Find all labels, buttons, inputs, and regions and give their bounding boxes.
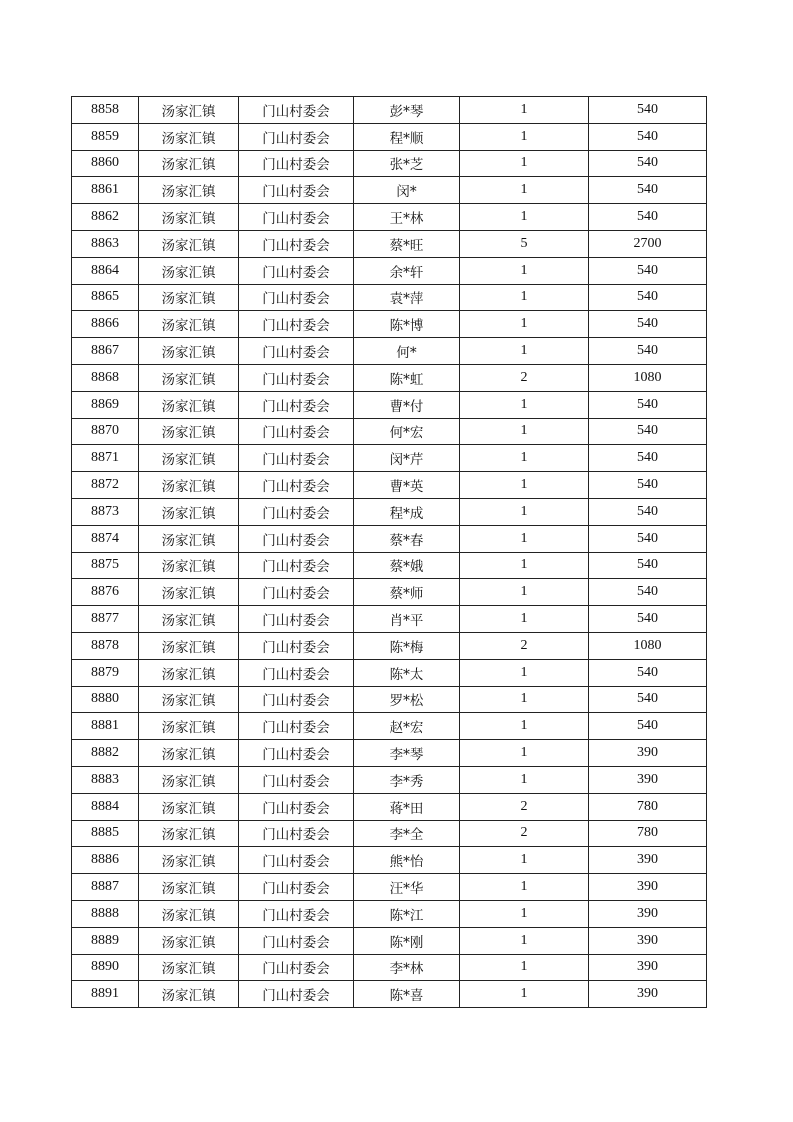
amount-cell: 390 — [589, 740, 707, 767]
row-number-cell: 8861 — [72, 177, 139, 204]
roster-body — [72, 97, 707, 1008]
person-name-cell: 赵*宏 — [354, 713, 460, 740]
row-number-cell: 8871 — [72, 445, 139, 472]
row-number-cell: 8875 — [72, 552, 139, 579]
household-count-cell: 2 — [460, 820, 589, 847]
household-count-cell: 2 — [460, 793, 589, 820]
household-count-cell: 1 — [460, 445, 589, 472]
amount-cell: 540 — [589, 606, 707, 633]
town-cell: 汤家汇镇 — [139, 311, 239, 338]
amount-cell: 1080 — [589, 632, 707, 659]
table-row — [72, 150, 707, 177]
amount-cell: 540 — [589, 391, 707, 418]
amount-cell: 540 — [589, 686, 707, 713]
table-row — [72, 445, 707, 472]
person-name-cell: 陈*江 — [354, 900, 460, 927]
town-cell: 汤家汇镇 — [139, 123, 239, 150]
village-committee-cell: 门山村委会 — [239, 391, 354, 418]
household-count-cell: 1 — [460, 97, 589, 124]
household-count-cell: 5 — [460, 230, 589, 257]
row-number-cell: 8873 — [72, 498, 139, 525]
row-number-cell: 8877 — [72, 606, 139, 633]
village-committee-cell: 门山村委会 — [239, 498, 354, 525]
town-cell: 汤家汇镇 — [139, 284, 239, 311]
row-number-cell: 8858 — [72, 97, 139, 124]
amount-cell: 540 — [589, 418, 707, 445]
town-cell: 汤家汇镇 — [139, 391, 239, 418]
amount-cell: 540 — [589, 472, 707, 499]
village-committee-cell: 门山村委会 — [239, 472, 354, 499]
person-name-cell: 陈*刚 — [354, 927, 460, 954]
village-committee-cell: 门山村委会 — [239, 659, 354, 686]
village-committee-cell: 门山村委会 — [239, 820, 354, 847]
household-count-cell: 1 — [460, 740, 589, 767]
row-number-cell: 8887 — [72, 874, 139, 901]
village-committee-cell: 门山村委会 — [239, 686, 354, 713]
table-row — [72, 927, 707, 954]
person-name-cell: 闵*芹 — [354, 445, 460, 472]
table-row — [72, 284, 707, 311]
village-committee-cell: 门山村委会 — [239, 766, 354, 793]
row-number-cell: 8865 — [72, 284, 139, 311]
row-number-cell: 8883 — [72, 766, 139, 793]
table-row — [72, 418, 707, 445]
amount-cell: 540 — [589, 579, 707, 606]
town-cell: 汤家汇镇 — [139, 338, 239, 365]
amount-cell: 540 — [589, 204, 707, 231]
table-row — [72, 713, 707, 740]
town-cell: 汤家汇镇 — [139, 740, 239, 767]
household-count-cell: 1 — [460, 766, 589, 793]
table-row — [72, 97, 707, 124]
town-cell: 汤家汇镇 — [139, 418, 239, 445]
amount-cell: 540 — [589, 177, 707, 204]
village-committee-cell: 门山村委会 — [239, 954, 354, 981]
village-committee-cell: 门山村委会 — [239, 847, 354, 874]
person-name-cell: 张*芝 — [354, 150, 460, 177]
row-number-cell: 8860 — [72, 150, 139, 177]
row-number-cell: 8862 — [72, 204, 139, 231]
row-number-cell: 8890 — [72, 954, 139, 981]
roster-table — [71, 96, 707, 1008]
town-cell: 汤家汇镇 — [139, 874, 239, 901]
household-count-cell: 2 — [460, 364, 589, 391]
village-committee-cell: 门山村委会 — [239, 552, 354, 579]
person-name-cell: 陈*喜 — [354, 981, 460, 1008]
town-cell: 汤家汇镇 — [139, 927, 239, 954]
table-row — [72, 874, 707, 901]
household-count-cell: 1 — [460, 525, 589, 552]
row-number-cell: 8879 — [72, 659, 139, 686]
person-name-cell: 李*琴 — [354, 740, 460, 767]
household-count-cell: 1 — [460, 284, 589, 311]
village-committee-cell: 门山村委会 — [239, 981, 354, 1008]
person-name-cell: 陈*梅 — [354, 632, 460, 659]
town-cell: 汤家汇镇 — [139, 445, 239, 472]
amount-cell: 540 — [589, 659, 707, 686]
person-name-cell: 何*宏 — [354, 418, 460, 445]
table-row — [72, 820, 707, 847]
table-row — [72, 391, 707, 418]
amount-cell: 390 — [589, 954, 707, 981]
household-count-cell: 1 — [460, 686, 589, 713]
person-name-cell: 李*全 — [354, 820, 460, 847]
amount-cell: 390 — [589, 766, 707, 793]
household-count-cell: 1 — [460, 123, 589, 150]
amount-cell: 2700 — [589, 230, 707, 257]
town-cell: 汤家汇镇 — [139, 97, 239, 124]
village-committee-cell: 门山村委会 — [239, 311, 354, 338]
household-count-cell: 2 — [460, 632, 589, 659]
row-number-cell: 8864 — [72, 257, 139, 284]
amount-cell: 540 — [589, 338, 707, 365]
household-count-cell: 1 — [460, 391, 589, 418]
village-committee-cell: 门山村委会 — [239, 177, 354, 204]
amount-cell: 540 — [589, 284, 707, 311]
table-row — [72, 364, 707, 391]
household-count-cell: 1 — [460, 954, 589, 981]
amount-cell: 540 — [589, 150, 707, 177]
village-committee-cell: 门山村委会 — [239, 257, 354, 284]
town-cell: 汤家汇镇 — [139, 204, 239, 231]
table-row — [72, 659, 707, 686]
village-committee-cell: 门山村委会 — [239, 740, 354, 767]
town-cell: 汤家汇镇 — [139, 632, 239, 659]
person-name-cell: 李*林 — [354, 954, 460, 981]
row-number-cell: 8869 — [72, 391, 139, 418]
household-count-cell: 1 — [460, 311, 589, 338]
table-row — [72, 632, 707, 659]
village-committee-cell: 门山村委会 — [239, 445, 354, 472]
town-cell: 汤家汇镇 — [139, 364, 239, 391]
town-cell: 汤家汇镇 — [139, 150, 239, 177]
person-name-cell: 蒋*田 — [354, 793, 460, 820]
person-name-cell: 蔡*春 — [354, 525, 460, 552]
amount-cell: 540 — [589, 552, 707, 579]
amount-cell: 1080 — [589, 364, 707, 391]
person-name-cell: 陈*虹 — [354, 364, 460, 391]
amount-cell: 390 — [589, 981, 707, 1008]
village-committee-cell: 门山村委会 — [239, 418, 354, 445]
person-name-cell: 曹*英 — [354, 472, 460, 499]
table-row — [72, 900, 707, 927]
table-row — [72, 793, 707, 820]
person-name-cell: 曹*付 — [354, 391, 460, 418]
table-row — [72, 740, 707, 767]
town-cell: 汤家汇镇 — [139, 766, 239, 793]
table-row — [72, 311, 707, 338]
row-number-cell: 8878 — [72, 632, 139, 659]
village-committee-cell: 门山村委会 — [239, 579, 354, 606]
amount-cell: 390 — [589, 847, 707, 874]
village-committee-cell: 门山村委会 — [239, 150, 354, 177]
amount-cell: 390 — [589, 874, 707, 901]
amount-cell: 540 — [589, 123, 707, 150]
household-count-cell: 1 — [460, 150, 589, 177]
town-cell: 汤家汇镇 — [139, 525, 239, 552]
town-cell: 汤家汇镇 — [139, 498, 239, 525]
amount-cell: 540 — [589, 311, 707, 338]
household-count-cell: 1 — [460, 204, 589, 231]
row-number-cell: 8891 — [72, 981, 139, 1008]
table-row — [72, 338, 707, 365]
village-committee-cell: 门山村委会 — [239, 525, 354, 552]
town-cell: 汤家汇镇 — [139, 257, 239, 284]
village-committee-cell: 门山村委会 — [239, 927, 354, 954]
row-number-cell: 8863 — [72, 230, 139, 257]
row-number-cell: 8881 — [72, 713, 139, 740]
town-cell: 汤家汇镇 — [139, 552, 239, 579]
household-count-cell: 1 — [460, 981, 589, 1008]
village-committee-cell: 门山村委会 — [239, 632, 354, 659]
table-row — [72, 177, 707, 204]
table-row — [72, 552, 707, 579]
amount-cell: 540 — [589, 257, 707, 284]
amount-cell: 540 — [589, 713, 707, 740]
town-cell: 汤家汇镇 — [139, 579, 239, 606]
household-count-cell: 1 — [460, 472, 589, 499]
table-row — [72, 472, 707, 499]
table-row — [72, 686, 707, 713]
table-row — [72, 606, 707, 633]
household-count-cell: 1 — [460, 579, 589, 606]
town-cell: 汤家汇镇 — [139, 686, 239, 713]
person-name-cell: 蔡*师 — [354, 579, 460, 606]
household-count-cell: 1 — [460, 552, 589, 579]
table-row — [72, 847, 707, 874]
person-name-cell: 程*成 — [354, 498, 460, 525]
village-committee-cell: 门山村委会 — [239, 230, 354, 257]
table-row — [72, 766, 707, 793]
person-name-cell: 闵* — [354, 177, 460, 204]
town-cell: 汤家汇镇 — [139, 177, 239, 204]
village-committee-cell: 门山村委会 — [239, 284, 354, 311]
amount-cell: 540 — [589, 525, 707, 552]
household-count-cell: 1 — [460, 659, 589, 686]
household-count-cell: 1 — [460, 338, 589, 365]
table-row — [72, 981, 707, 1008]
town-cell: 汤家汇镇 — [139, 713, 239, 740]
person-name-cell: 汪*华 — [354, 874, 460, 901]
table-row — [72, 498, 707, 525]
table-row — [72, 257, 707, 284]
person-name-cell: 熊*怡 — [354, 847, 460, 874]
row-number-cell: 8886 — [72, 847, 139, 874]
person-name-cell: 李*秀 — [354, 766, 460, 793]
table-row — [72, 123, 707, 150]
amount-cell: 780 — [589, 820, 707, 847]
person-name-cell: 陈*博 — [354, 311, 460, 338]
town-cell: 汤家汇镇 — [139, 606, 239, 633]
town-cell: 汤家汇镇 — [139, 820, 239, 847]
table-row — [72, 954, 707, 981]
person-name-cell: 袁*萍 — [354, 284, 460, 311]
village-committee-cell: 门山村委会 — [239, 793, 354, 820]
person-name-cell: 何* — [354, 338, 460, 365]
table-row — [72, 579, 707, 606]
table-row — [72, 230, 707, 257]
row-number-cell: 8876 — [72, 579, 139, 606]
town-cell: 汤家汇镇 — [139, 981, 239, 1008]
village-committee-cell: 门山村委会 — [239, 900, 354, 927]
household-count-cell: 1 — [460, 498, 589, 525]
row-number-cell: 8868 — [72, 364, 139, 391]
row-number-cell: 8882 — [72, 740, 139, 767]
row-number-cell: 8859 — [72, 123, 139, 150]
village-committee-cell: 门山村委会 — [239, 204, 354, 231]
household-count-cell: 1 — [460, 418, 589, 445]
row-number-cell: 8880 — [72, 686, 139, 713]
amount-cell: 390 — [589, 900, 707, 927]
row-number-cell: 8867 — [72, 338, 139, 365]
town-cell: 汤家汇镇 — [139, 847, 239, 874]
row-number-cell: 8874 — [72, 525, 139, 552]
person-name-cell: 罗*松 — [354, 686, 460, 713]
household-count-cell: 1 — [460, 900, 589, 927]
village-committee-cell: 门山村委会 — [239, 606, 354, 633]
village-committee-cell: 门山村委会 — [239, 338, 354, 365]
person-name-cell: 蔡*旺 — [354, 230, 460, 257]
table-row — [72, 525, 707, 552]
village-committee-cell: 门山村委会 — [239, 874, 354, 901]
amount-cell: 780 — [589, 793, 707, 820]
town-cell: 汤家汇镇 — [139, 954, 239, 981]
village-committee-cell: 门山村委会 — [239, 364, 354, 391]
person-name-cell: 彭*琴 — [354, 97, 460, 124]
town-cell: 汤家汇镇 — [139, 659, 239, 686]
row-number-cell: 8888 — [72, 900, 139, 927]
household-count-cell: 1 — [460, 606, 589, 633]
person-name-cell: 王*林 — [354, 204, 460, 231]
person-name-cell: 余*轩 — [354, 257, 460, 284]
household-count-cell: 1 — [460, 257, 589, 284]
row-number-cell: 8866 — [72, 311, 139, 338]
town-cell: 汤家汇镇 — [139, 230, 239, 257]
person-name-cell: 肖*平 — [354, 606, 460, 633]
town-cell: 汤家汇镇 — [139, 793, 239, 820]
row-number-cell: 8870 — [72, 418, 139, 445]
row-number-cell: 8884 — [72, 793, 139, 820]
person-name-cell: 蔡*娥 — [354, 552, 460, 579]
household-count-cell: 1 — [460, 177, 589, 204]
amount-cell: 540 — [589, 498, 707, 525]
amount-cell: 390 — [589, 927, 707, 954]
household-count-cell: 1 — [460, 927, 589, 954]
amount-cell: 540 — [589, 445, 707, 472]
town-cell: 汤家汇镇 — [139, 900, 239, 927]
household-count-cell: 1 — [460, 847, 589, 874]
row-number-cell: 8872 — [72, 472, 139, 499]
person-name-cell: 陈*太 — [354, 659, 460, 686]
village-committee-cell: 门山村委会 — [239, 123, 354, 150]
table-row — [72, 204, 707, 231]
village-committee-cell: 门山村委会 — [239, 713, 354, 740]
town-cell: 汤家汇镇 — [139, 472, 239, 499]
amount-cell: 540 — [589, 97, 707, 124]
row-number-cell: 8889 — [72, 927, 139, 954]
household-count-cell: 1 — [460, 874, 589, 901]
village-committee-cell: 门山村委会 — [239, 97, 354, 124]
row-number-cell: 8885 — [72, 820, 139, 847]
person-name-cell: 程*顺 — [354, 123, 460, 150]
household-count-cell: 1 — [460, 713, 589, 740]
